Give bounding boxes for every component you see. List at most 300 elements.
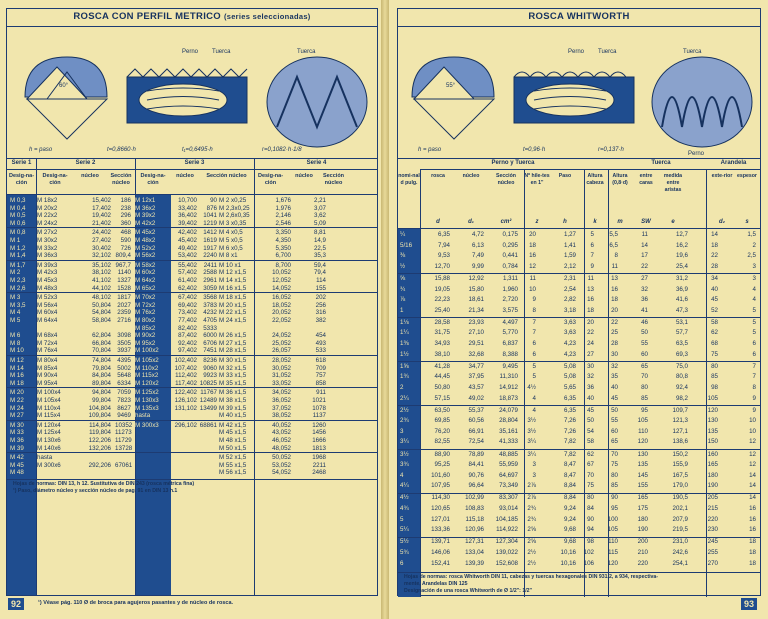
table-cell: 0,441 [502,252,518,260]
table-cell: 57,7 [675,329,688,337]
table-cell: 55 [641,340,648,347]
page-left [0,0,381,619]
table-cell: 242,6 [672,548,688,556]
table-cell: M 1,4 [10,252,26,260]
table-cell: 45 [711,296,718,304]
column-header: núcleo [81,173,99,179]
table-cell: 5648 [117,372,131,380]
table-cell: ¼ [400,231,406,238]
table-cell: 50,804 [92,301,111,309]
table-cell: 106 [583,559,594,567]
table-cell: 858 [315,379,326,387]
table-cell: 120 [707,406,718,414]
table-cell: 114 [316,277,326,284]
table-cell: 215 [707,505,718,512]
table-cell: M 52x3 [37,294,58,302]
table-cell: 25,40 [434,306,450,314]
whitworth-thread-drawing [398,27,762,159]
table-cell: M 42 [10,454,24,462]
table-cell: M 60x2 [135,269,156,277]
column-header: medida entre aristas [663,173,683,193]
table-cell: hasta [135,412,151,420]
table-cell: 60,56 [468,417,484,425]
table-cell: M 32 x1,5 [219,364,247,372]
table-cell: 80 [641,383,648,391]
row-group-rule [7,227,377,228]
table-cell: M 14 x1,5 [219,277,247,284]
table-cell: 69,3 [675,350,688,358]
table-cell: 186 [120,197,131,204]
table-cell: M 24x2 [37,219,58,227]
table-cell: M 48x3 [37,284,58,292]
table-cell: 2,720 [502,296,518,304]
table-cell: 62 [587,450,594,458]
table-cell: 105 [637,417,648,425]
unit-label: h [563,219,567,225]
table-cell: 98 [587,538,594,546]
table-cell: 139,022 [495,548,518,556]
table-cell: 80,8 [675,373,688,381]
table-cell: 102,402 [174,357,197,364]
table-cell: 2359 [117,309,131,317]
table-cell: 1137 [312,412,326,420]
table-cell: 14,052 [272,284,291,292]
row-group-rule [7,292,377,293]
table-cell: 53,402 [178,252,197,260]
table-cell: 0,175 [502,231,518,238]
table-cell: 6 [400,559,404,567]
table-cell: 35,3 [313,252,326,260]
table-cell: 809,4 [115,252,131,260]
table-cell: 18 [587,306,594,314]
unit-label: d [436,219,440,225]
header-rule-2 [7,194,377,195]
table-cell: M 58x2 [135,261,156,269]
table-cell: 30,052 [272,364,291,372]
table-cell: M 130x3 [135,397,159,404]
table-cell: M 38 x1,5 [219,397,247,404]
column-header: Desig-na-ción [257,173,284,186]
table-cell: M 64x2 [135,277,156,284]
table-cell: 2468 [312,469,326,477]
table-cell: 32 [587,373,594,381]
table-cell: 8,84 [563,482,576,490]
table-cell: 50,052 [272,454,291,462]
table-cell: 7 [752,362,756,370]
table-cell: 12,052 [272,277,291,284]
table-cell: 76,20 [434,427,450,435]
page-right [389,0,768,619]
tuerca-label-r: Tuerca [598,49,617,55]
table-cell: 18 [611,296,618,304]
table-cell: 24,402 [92,229,111,237]
table-cell: 15,88 [434,274,450,282]
table-cell: 40 [711,285,718,293]
series-header: Serie 3 [184,160,205,166]
table-cell: 22 [611,318,618,326]
table-cell: M 6 x0,5 [219,244,243,252]
table-cell: 5 [532,373,536,381]
table-cell: 78,89 [468,450,484,458]
table-cell: M 45 [10,461,24,469]
table-cell: 22,052 [272,317,291,324]
table-cell: 4,72 [471,231,484,238]
table-cell: 14 [749,471,756,479]
table-cell: M 64x4 [37,317,58,324]
table-cell: 36,052 [272,397,291,404]
table-cell: 22,5 [313,244,326,252]
table-cell: 231,0 [672,538,688,546]
table-cell: 876 [206,204,217,212]
tuerca-label-2: Tuerca [297,49,316,55]
table-cell: 80 [611,471,618,479]
unit-label: k [593,219,597,225]
table-cell: 207,9 [672,515,688,523]
table-cell: 24,079 [499,406,518,414]
table-cell: 145 [637,471,648,479]
column-header: espesor [737,173,757,179]
table-cell: M 120x4 [37,421,61,429]
table-cell: M 24 x1,5 [219,317,247,324]
table-cell: 1¼ [400,329,409,337]
table-cell: 1917 [203,244,217,252]
table-cell: 45 [587,406,594,414]
table-cell: 18 [749,548,756,556]
table-cell: 48,102 [92,294,111,302]
table-cell: M 85x2 [135,324,156,332]
table-cell: 2240 [203,252,217,260]
table-cell: M 8 x1 [219,252,238,260]
table-cell: 11 [529,274,536,282]
table-cell: M 90x4 [37,372,58,380]
table-cell: M 105x2 [135,357,159,364]
series-header: Serie 4 [306,160,327,166]
table-cell: 202 [315,294,326,302]
table-cell: 14 [749,482,756,490]
table-cell: 9060 [203,364,217,372]
table-cell: 32 [641,285,648,293]
table-cell: 3¼ [400,438,409,446]
table-cell: 2¾ [527,515,536,523]
table-cell: 70 [641,373,648,381]
table-cell: 3¼ [527,438,536,446]
table-cell: 119,804 [89,429,111,437]
table-cell: 4705 [203,317,217,324]
table-cell: 10,052 [272,269,291,277]
table-cell: 32,68 [468,350,484,358]
table-cell: M 76x2 [135,309,156,317]
table-cell: ⅞ [400,296,406,304]
table-cell: 85 [641,394,648,402]
table-cell: M 48x2 [135,237,156,244]
table-cell: 90,76 [468,471,484,479]
table-cell: 50 [587,417,594,425]
table-cell: 102 [583,548,594,556]
table-cell: M 72x2 [135,301,156,309]
table-cell: 10 [749,427,756,435]
table-cell: 0,784 [502,262,518,270]
table-cell: 150,2 [672,450,688,458]
table-cell: 4 [752,296,756,304]
table-cell: 105 [607,526,618,534]
table-cell: 3505 [117,339,131,347]
column-header: exte-rior [711,173,733,179]
table-cell: 30 [587,362,594,370]
table-cell: M 70x2 [135,294,156,302]
table-cell: 468 [120,229,131,237]
table-cell: M 52x2 [135,244,156,252]
table-cell: 13728 [115,444,133,452]
table-cell: 3,350 [275,229,291,237]
table-cell: M 95x2 [135,339,156,347]
table-cell: M 12 [10,357,24,364]
table-cell: 41 [641,306,648,314]
right-note: Hojas de normas: rosca Whitworth DIN 11, cabezas y tuercas hexagonales DIN 931,2, a 934, respectiva- [404,574,659,581]
table-cell: 31,2 [675,274,688,282]
table-cell: 9,68 [563,538,576,546]
table-cell: 16 [529,252,536,260]
table-cell: 28,052 [272,357,291,364]
unit-label: z [535,219,539,225]
table-cell: M 0,3 [10,197,26,204]
table-cell: 5/16 [400,241,413,249]
table-cell: M 42x3 [37,269,58,277]
table-cell: hasta [37,454,53,462]
table-cell: 10352 [115,421,133,429]
table-cell: 63,50 [434,406,450,414]
unit-label: d₂ [719,219,725,225]
table-cell: 9,24 [563,505,576,512]
table-cell: 8,47 [563,471,576,479]
table-cell: M 68x4 [37,332,58,340]
table-cell: M 72x4 [37,339,58,347]
table-cell: M 55 x1,5 [219,461,247,469]
table-cell: 126,102 [174,397,197,404]
table-cell: M 36x3 [37,252,58,260]
table-cell: M 56x2 [135,252,156,260]
table-cell: 22 [587,329,594,337]
table-cell: 16,052 [272,294,291,302]
formula-t: t=0,8660·h [107,147,136,153]
table-cell: 16 [749,526,756,534]
table-cell: M 115x2 [135,372,159,380]
table-cell: 104,804 [88,404,111,412]
table-cell: 2,5 [747,252,756,260]
table-cell: 60 [611,427,618,435]
table-cell: 89,804 [92,379,111,387]
table-cell: 1½ [400,350,409,358]
table-cell: 5 [590,231,594,238]
table-cell: 107,402 [174,364,197,372]
table-cell: 69,402 [178,301,197,309]
table-cell: 2½ [527,548,536,556]
table-cell: 245 [707,538,718,546]
table-cell: 32,102 [92,252,111,260]
formula-r-r: r=0,137·h [598,147,624,153]
table-cell: 7,26 [563,427,576,435]
table-cell: M 24 [10,404,24,412]
table-cell: 54 [587,427,594,435]
table-cell: 6 [532,350,536,358]
series-header: Serie 1 [11,160,32,166]
table-cell: 7 [752,373,756,381]
table-cell: 21,34 [468,306,484,314]
table-cell: 15,402 [92,197,111,204]
table-cell: 1813 [312,444,326,452]
table-cell: M 36x2 [135,204,156,212]
column-header: Sección núcleo [322,173,345,186]
table-cell: 1,976 [275,204,291,212]
table-cell: M 4 [10,309,21,317]
table-cell: 6,5 [609,241,618,249]
table-cell: 40,052 [272,421,291,429]
table-cell: 36,402 [178,212,197,220]
table-cell: 2,82 [563,296,576,304]
table-cell: 9,495 [502,362,518,370]
group-header: Tuerca [651,160,671,166]
table-cell: 0,295 [502,241,518,249]
table-cell: 6 [752,350,756,358]
table-cell: 122,402 [174,389,197,397]
table-cell: 27 [641,274,648,282]
table-cell: 190 [637,526,648,534]
table-cell: 34,052 [272,389,291,397]
table-cell: 127,1 [672,427,688,435]
table-cell: 382 [315,317,326,324]
table-cell: 109,804 [88,412,111,420]
table-cell: M 28 x1,5 [219,347,247,355]
table-cell: M 300x6 [37,461,61,469]
table-cell: 62,804 [92,332,111,340]
table-cell: 69,85 [434,417,450,425]
table-cell: 7823 [117,397,131,404]
table-cell: 152,41 [431,559,450,567]
table-cell: 65 [641,362,648,370]
table-cell: 16 [749,505,756,512]
table-cell: 12489 [199,397,217,404]
table-cell: 34 [711,274,718,282]
table-cell: 7 [532,329,536,337]
table-cell: 12 [749,438,756,446]
table-cell: M 39x2 [135,212,156,220]
angle-label-r: 55° [446,83,456,89]
table-cell: M 125x2 [135,389,159,397]
table-cell: 3¾ [400,461,409,469]
table-cell: 35,102 [92,261,111,269]
table-cell: 57,15 [434,394,450,402]
table-cell: 618 [315,357,326,364]
table-cell: 95 [641,406,648,414]
table-cell: 4 [400,471,404,479]
table-cell: 5¼ [400,526,409,534]
table-cell: 1,676 [275,197,291,204]
table-cell: 3¼ [527,450,536,458]
table-cell: M 20x2 [37,204,58,212]
table-cell: 9923 [203,372,217,380]
table-cell: ⅜ [400,252,406,260]
table-cell: 4,23 [563,340,576,347]
table-cell: 24 [587,340,594,347]
table-cell: 3,07 [313,204,326,212]
table-cell: 9469 [117,412,131,420]
table-cell: 709 [315,364,326,372]
table-cell: 87,402 [178,332,197,340]
table-cell: 88,90 [434,450,450,458]
table-cell: 127,31 [465,538,484,546]
table-cell: 9 [752,406,756,414]
table-cell: 296,102 [174,421,197,429]
column-header: núcleo [176,173,194,179]
table-cell: 3 [752,262,756,270]
table-cell: 7,82 [563,438,576,446]
table-cell: M 12 x1,5 [219,269,247,277]
table-cell: 12,7 [675,231,688,238]
table-cell: 127,01 [431,515,450,523]
table-cell: 14,9 [313,237,326,244]
table-cell: 1219 [203,219,217,227]
table-cell: 3098 [117,332,131,340]
table-cell: 30,402 [92,244,111,252]
table-cell: M 2,6 [10,284,26,292]
table-cell: 55 [611,417,618,425]
table-cell: M 33 x1,5 [219,372,247,380]
table-cell: 3 [532,461,536,469]
table-cell: 8627 [117,404,131,412]
left-frame [6,8,378,596]
table-cell: 2,21 [313,197,326,204]
table-cell: M 30 [10,421,24,429]
table-cell: 43,052 [272,429,291,437]
table-cell: 4 [752,285,756,293]
table-cell: M 33 [10,429,24,437]
table-cell: 48,885 [499,450,518,458]
table-cell: 84,804 [92,372,111,380]
table-cell: 13 [587,285,594,293]
right-title: ROSCA WHITWORTH [528,11,630,22]
table-cell: 5002 [117,364,131,372]
table-cell: 146,06 [431,548,450,556]
table-cell: M 80x2 [135,317,156,324]
table-cell: M 85x4 [37,364,58,372]
table-cell: M 20 x1,5 [219,301,247,309]
table-cell: 1260 [312,421,326,429]
table-cell: 210 [637,548,648,556]
table-cell: 18,61 [468,296,484,304]
table-cell: 2,31 [563,274,576,282]
table-cell: M 0,8 [10,229,26,237]
table-cell: 7,49 [471,252,484,260]
metric-thread-diagram [7,27,377,159]
table-cell: 115 [608,548,618,556]
table-cell: 16 [749,515,756,523]
table-cell: M 95x4 [37,379,58,387]
table-cell: 5,65 [563,383,576,391]
table-cell: 7,94 [437,241,450,249]
table-cell: ⅝ [400,274,406,282]
table-cell: 911 [316,389,326,397]
table-cell: 1⅝ [400,362,409,370]
table-cell: M 8 [10,339,21,347]
table-cell: 67061 [115,461,133,469]
table-cell: 2½ [400,406,409,414]
table-cell: 95,25 [434,461,450,469]
table-cell: 3 [532,471,536,479]
table-cell: ½ [400,262,406,270]
table-cell: M 100x4 [37,389,61,397]
table-cell: 220 [637,559,648,567]
table-cell: 133,36 [431,526,450,534]
table-cell: 25 [611,329,618,337]
